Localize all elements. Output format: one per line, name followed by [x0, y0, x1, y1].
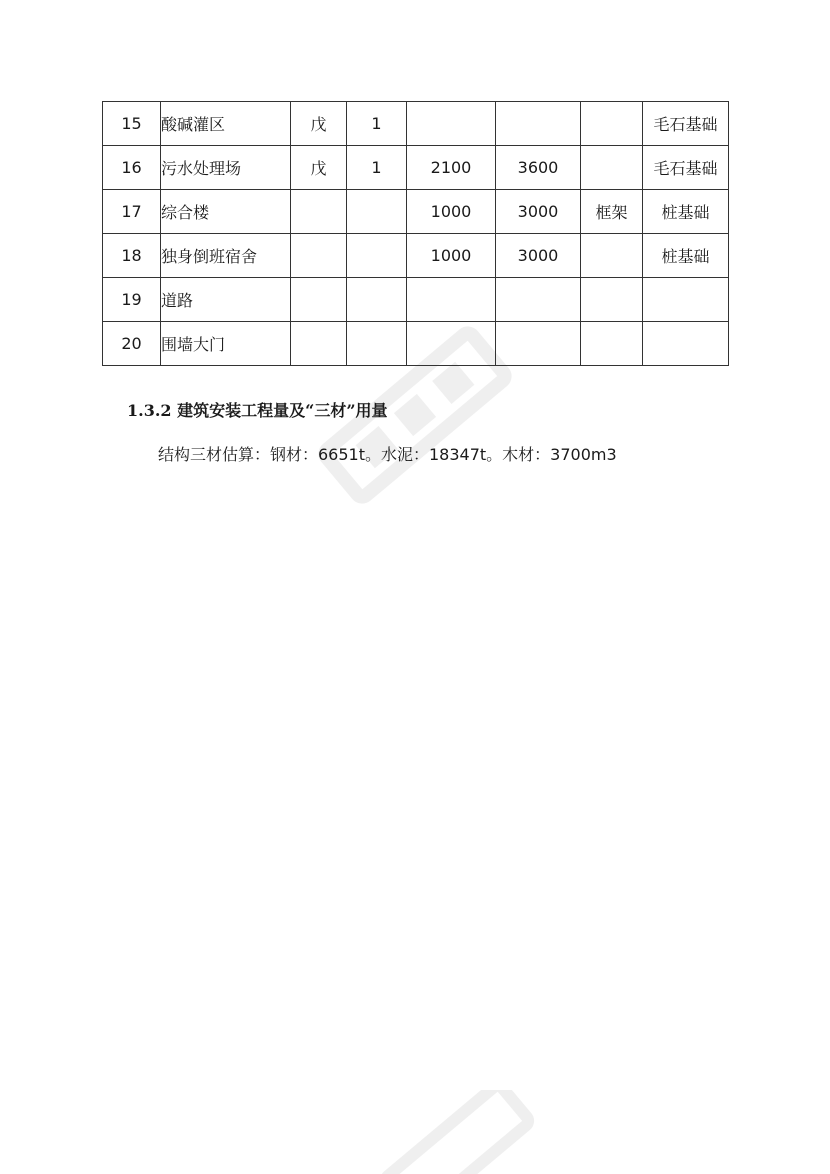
building-spec-table [102, 101, 729, 366]
cell-class: 戊 [291, 146, 347, 190]
table-row [103, 322, 729, 366]
cell-level [347, 322, 407, 366]
cell-foundation [643, 278, 729, 322]
cell-name: 污水处理场 [161, 146, 291, 190]
cell-level [347, 278, 407, 322]
cell-foundation: 桩基础 [643, 234, 729, 278]
cell-name: 围墙大门 [161, 322, 291, 366]
cell-height [496, 102, 581, 146]
table-row [103, 102, 729, 146]
cell-name: 综合楼 [161, 190, 291, 234]
cell-height [496, 278, 581, 322]
cell-structure [581, 102, 643, 146]
cell-class [291, 190, 347, 234]
cell-level [347, 234, 407, 278]
cell-number: 18 [103, 234, 161, 278]
cell-structure: 框架 [581, 190, 643, 234]
cell-name: 独身倒班宿舍 [161, 234, 291, 278]
table-body [103, 102, 729, 366]
cell-area: 1000 [407, 234, 496, 278]
cell-number: 20 [103, 322, 161, 366]
cell-foundation: 桩基础 [643, 190, 729, 234]
cell-area [407, 278, 496, 322]
cell-class: 戊 [291, 102, 347, 146]
cell-number: 17 [103, 190, 161, 234]
section-body-text: 结构三材估算：钢材：6651t。水泥：18347t。木材：3700m3 [158, 445, 617, 464]
cell-class [291, 234, 347, 278]
table-row [103, 190, 729, 234]
cell-number: 16 [103, 146, 161, 190]
cell-class [291, 278, 347, 322]
cell-area [407, 322, 496, 366]
cell-level: 1 [347, 146, 407, 190]
table-row [103, 278, 729, 322]
cell-area [407, 102, 496, 146]
cell-structure [581, 146, 643, 190]
watermark-logo-bottom-icon [360, 1090, 540, 1174]
cell-class [291, 322, 347, 366]
cell-structure [581, 322, 643, 366]
cell-height: 3600 [496, 146, 581, 190]
cell-area: 1000 [407, 190, 496, 234]
cell-foundation: 毛石基础 [643, 146, 729, 190]
cell-number: 15 [103, 102, 161, 146]
section-heading: 1.3.2 建筑安装工程量及“三材”用量 [127, 401, 388, 420]
cell-number: 19 [103, 278, 161, 322]
cell-level: 1 [347, 102, 407, 146]
cell-height: 3000 [496, 234, 581, 278]
cell-structure [581, 278, 643, 322]
cell-foundation [643, 322, 729, 366]
cell-structure [581, 234, 643, 278]
cell-name: 酸碱灌区 [161, 102, 291, 146]
table-row [103, 146, 729, 190]
cell-height [496, 322, 581, 366]
cell-foundation: 毛石基础 [643, 102, 729, 146]
cell-level [347, 190, 407, 234]
cell-height: 3000 [496, 190, 581, 234]
cell-name: 道路 [161, 278, 291, 322]
table-row [103, 234, 729, 278]
cell-area: 2100 [407, 146, 496, 190]
